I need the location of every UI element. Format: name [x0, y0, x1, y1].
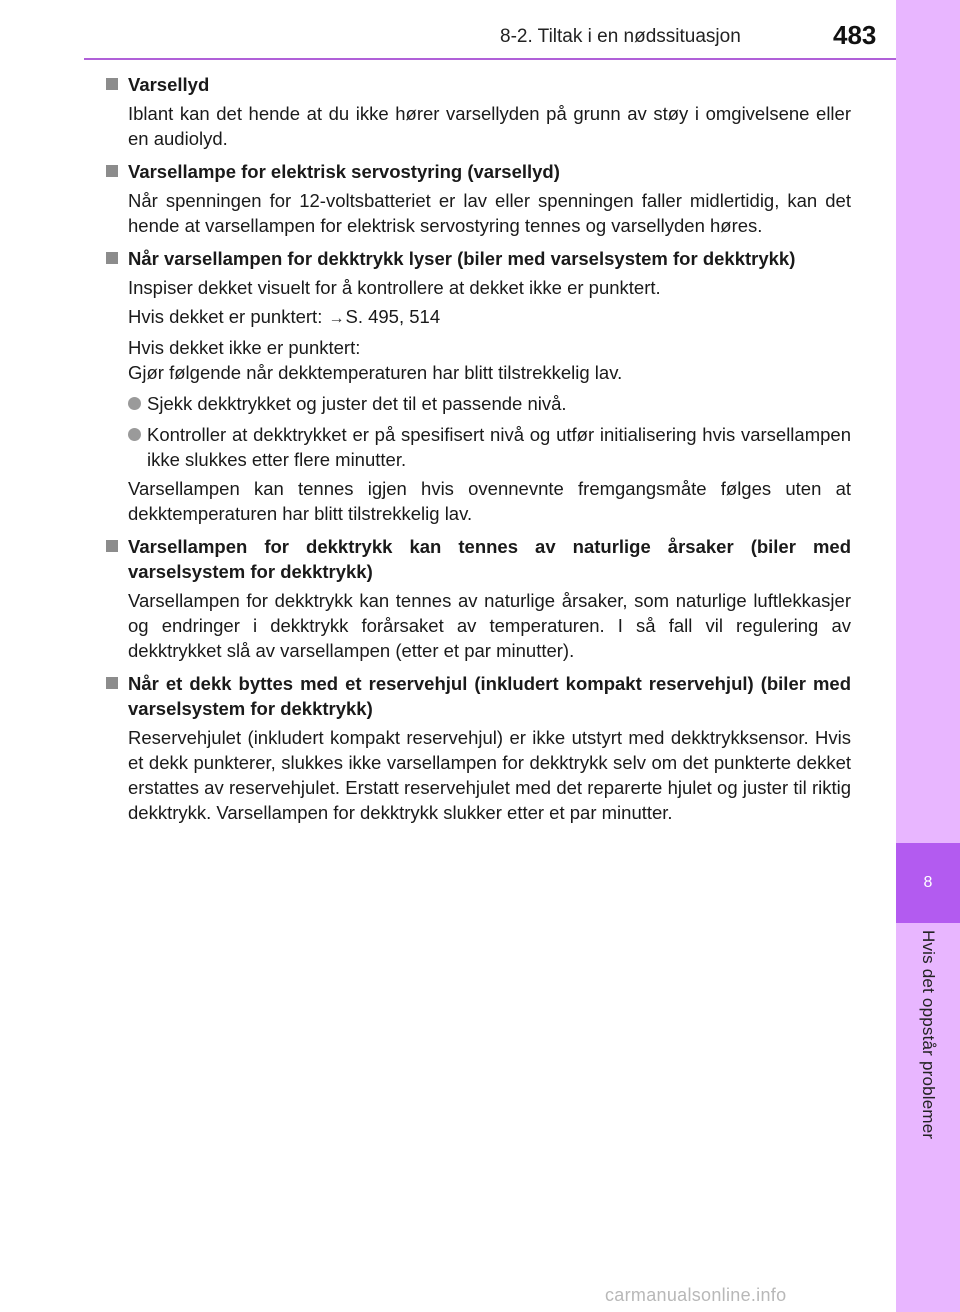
square-bullet-icon — [106, 540, 118, 552]
paragraph: Hvis dekket ikke er punktert: Gjør følgende når dekktemperaturen har blitt tilstrekkelig lav. — [128, 337, 623, 383]
page-content — [103, 72, 851, 825]
chapter-number: 8 — [923, 874, 933, 891]
watermark: carmanualsonline.info — [605, 1285, 787, 1305]
header-divider — [84, 58, 896, 60]
circle-bullet-icon — [128, 397, 141, 410]
square-bullet-icon — [106, 78, 118, 90]
section-heading: Varsellyd — [103, 72, 851, 97]
section-heading: Varsellampen for dekktrykk kan tennes av naturlige årsaker (biler med varselsystem for dekktrykk) — [103, 534, 851, 584]
section-heading: Varsellampe for elektrisk servostyring (varsellyd) — [103, 159, 851, 184]
chapter-number-tab[interactable] — [896, 843, 960, 923]
square-bullet-icon — [106, 677, 118, 689]
page-number: 483 — [833, 20, 877, 50]
paragraph: Inspiser dekket visuelt for å kontrollere at dekket ikke er punktert. — [128, 277, 661, 298]
arrow-right-icon: → — [328, 310, 345, 327]
page-reference-link[interactable]: S. 495, 514 — [345, 306, 441, 327]
paragraph: Varsellampen for dekktrykk kan tennes av naturlige årsaker, som naturlige luftlekkasjer og endringer i dekktrykk forårsaket av temperaturen. I så fall vil regulering av dekktrykket slå av varsellampen (etter et par minutter). — [128, 590, 851, 661]
paragraph: Varsellampen kan tennes igjen hvis ovennevnte fremgangsmåte følges uten at dekktemperaturen har blitt tilstrekkelig lav. — [128, 478, 851, 524]
section-heading: Når varsellampen for dekktrykk lyser (biler med varselsystem for dekktrykk) — [103, 246, 851, 271]
square-bullet-icon — [106, 252, 118, 264]
square-bullet-icon — [106, 165, 118, 177]
section-title: 8-2. Tiltak i en nødssituasjon — [500, 26, 741, 47]
chapter-title: Hvis det oppstår problemer — [919, 930, 938, 1140]
list-item: Sjekk dekktrykket og juster det til et passende nivå. — [128, 391, 851, 416]
list-item: Kontroller at dekktrykket er på spesifisert nivå og utfør initialisering hvis varsellampen ikke slukkes etter flere minutter. — [128, 422, 851, 472]
paragraph: Når spenningen for 12-voltsbatteriet er lav eller spenningen faller midlertidig, kan det hende at varsellampen for elektrisk servostyring tennes og varsellyden høres. — [128, 190, 851, 236]
chapter-title-tab — [896, 930, 960, 1180]
paragraph: Iblant kan det hende at du ikke hører varsellyden på grunn av støy i omgivelsene eller en audiolyd. — [128, 103, 851, 149]
paragraph: Reservehjulet (inkludert kompakt reservehjul) er ikke utstyrt med dekktrykksensor. Hvis et dekk punkterer, slukkes ikke varsellampen for dekktrykk selv om det punkterte dekket erstattes av reservehjulet. Erstatt reservehjulet med det reparerte hjulet og juster til riktig dekktrykk. Varsellampen for dekktrykk slukker etter et par minutter. — [128, 727, 851, 823]
circle-bullet-icon — [128, 428, 141, 441]
section-heading: Når et dekk byttes med et reservehjul (inkludert kompakt reservehjul) (biler med varselsystem for dekktrykk) — [103, 671, 851, 721]
paragraph-reference: Hvis dekket er punktert: →S. 495, 514 — [128, 304, 851, 331]
